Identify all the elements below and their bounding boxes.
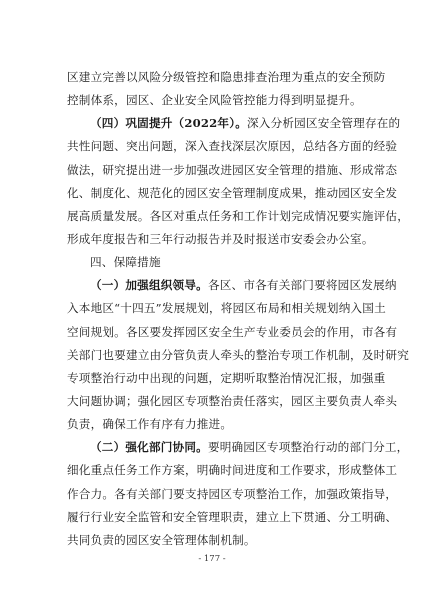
subsection-1-paragraph: （一）加强组织领导。各区、市各有关部门要将园区发展纳 [90, 278, 397, 293]
text-line: 专项整治行动中出现的问题，定期听取整治情况汇报，加强重 [67, 370, 386, 385]
text-line: 大问题协调；强化园区专项整治责任落实，园区主要负责人牵头 [67, 393, 398, 408]
text-line: 展高质量发展。各区对重点任务和工作计划完成情况要实施评估， [67, 208, 410, 223]
section-heading: 四、保障措施 [90, 255, 161, 270]
text-line: 做法，研究提出进一步加强改进园区安全管理的措施、形成常态 [67, 162, 398, 177]
text-line: 作合力。各有关部门要支持园区专项整治工作，加强政策指导， [67, 486, 398, 501]
text-line: 形成年度报告和三年行动报告并及时报送市安委会办公室。 [67, 231, 374, 246]
subsection-heading: （一）加强组织领导。 [90, 278, 208, 293]
text-line: 细化重点任务工作方案，明确时间进度和工作要求，形成整体工 [67, 463, 398, 478]
subsection-4-paragraph: （四）巩固提升（2022年）。深入分析园区安全管理存在的 [90, 116, 401, 131]
text-line: 化、制度化、规范化的园区安全管理制度成果，推动园区安全发 [67, 185, 398, 200]
subsection-2-paragraph: （二）强化部门协同。要明确园区专项整治行动的部门分工， [90, 440, 409, 455]
document-body [67, 66, 410, 552]
text-line: 控制体系，园区、企业安全风险管控能力得到明显提升。 [67, 93, 362, 108]
text-line: 区建立完善以风险分级管控和隐患排查治理为重点的安全预防 [67, 70, 386, 84]
text-line: 共同负责的园区安全管理体制机制。 [67, 532, 256, 547]
text-line: 共性问题、突出问题，深入查找深层次原因，总结各方面的经验 [67, 139, 398, 154]
page-number: - 177 - [198, 554, 226, 564]
subsection-heading: （二）强化部门协同。 [90, 440, 208, 455]
text-line: 空间规划。各区要发挥园区安全生产专业委员会的作用，市各有 [67, 324, 398, 339]
text-line: 入本地区“十四五”发展规划，将园区布局和相关规划纳入国土 [67, 301, 386, 316]
text-line: 履行行业安全监管和安全管理职责，建立上下贯通、分工明确、 [67, 509, 398, 524]
text-line: 负责，确保工作有序有力推进。 [67, 417, 233, 432]
subsection-heading: （四）巩固提升（2022年）。 [90, 116, 247, 131]
text-line: 关部门也要建立由分管负责人牵头的整治专项工作机制，及时研究 [67, 347, 410, 362]
